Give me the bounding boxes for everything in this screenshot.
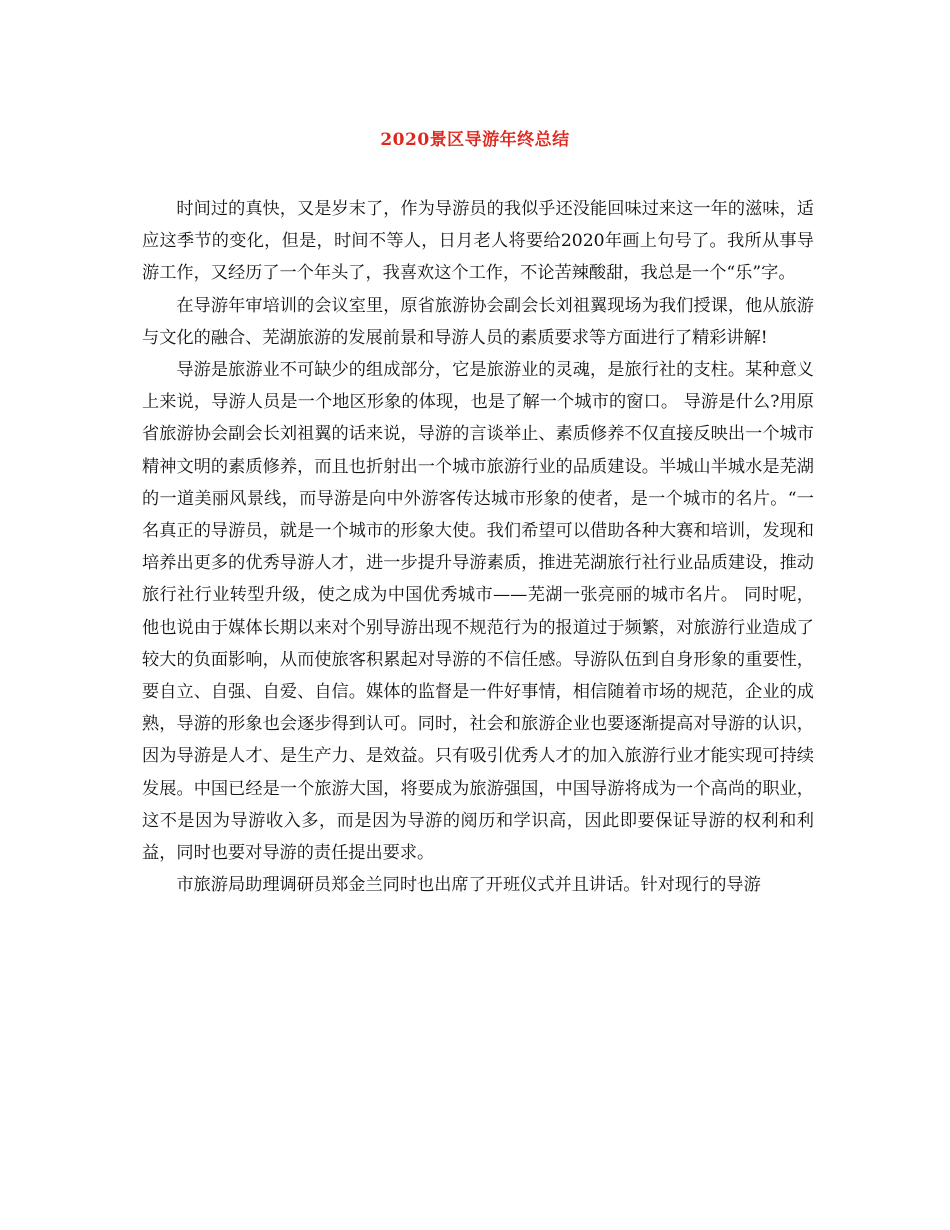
document-title: 2020景区导游年终总结 <box>380 130 570 150</box>
paragraph-2: 在导游年审培训的会议室里，原省旅游协会副会长刘祖翼现场为我们授课，他从旅游与文化的融合、芜湖旅游的发展前景和导游人员的素质要求等方面进行了精彩讲解! <box>142 295 814 348</box>
paragraph-3: 导游是旅游业不可缺少的组成部分，它是旅游业的灵魂，是旅行社的支柱。某种意义上来说，导游人员是一个地区形象的体现，也是了解一个城市的窗口。 导游是什么?用原省旅游协会副会长刘祖翼的话来说，导游的言谈举止、素质修养不仅直接反映出一个城市精神文明的素质修养，而且也折射出一个城市旅游行业的品质建设。半城山半城水是芜湖的一道美丽风景线，而导游是向中外游客传达城市形象的使者，是一个城市的名片。“一名真正的导游员，就是一个城市的形象大使。我们希望可以借助各种大赛和培训，发现和培养出更多的优秀导游人才，进一步提升导游素质，推进芜湖旅行社行业品质建设，推动旅行社行业转型升级，使之成为中国优秀城市——芜湖一张亮丽的城市名片。 同时呢，他也说由于媒体长期以来对个别导游出现不规范行为的报道过于频繁，对旅游行业造成了较大的负面影响，从而使旅客积累起对导游的不信任感。导游队伍到自身形象的重要性，要自立、自强、自爱、自信。媒体的监督是一件好事情，相信随着市场的规范，企业的成熟，导游的形象也会逐步得到认可。同时，社会和旅游企业也要逐渐提高对导游的认识，因为导游是人才、是生产力、是效益。只有吸引优秀人才的加入旅游行业才能实现可持续发展。中国已经是一个旅游大国，将要成为旅游强国，中国导游将成为一个高尚的职业，这不是因为导游收入多，而是因为导游的阅历和学识高，因此即要保证导游的权利和利益，同时也要对导游的责任提出要求。 <box>142 360 814 864</box>
document-body <box>142 193 814 901</box>
paragraph-1: 时间过的真快，又是岁末了，作为导游员的我似乎还没能回味过来这一年的滋味，适应这季节的变化，但是，时间不等人，日月老人将要给2020年画上句号了。我所从事导游工作，又经历了一个年头了，我喜欢这个工作，不论苦辣酸甜，我总是一个“乐”字。 <box>142 199 814 284</box>
paragraph-4: 市旅游局助理调研员郑金兰同时也出席了开班仪式并且讲话。针对现行的导游 <box>176 875 761 896</box>
